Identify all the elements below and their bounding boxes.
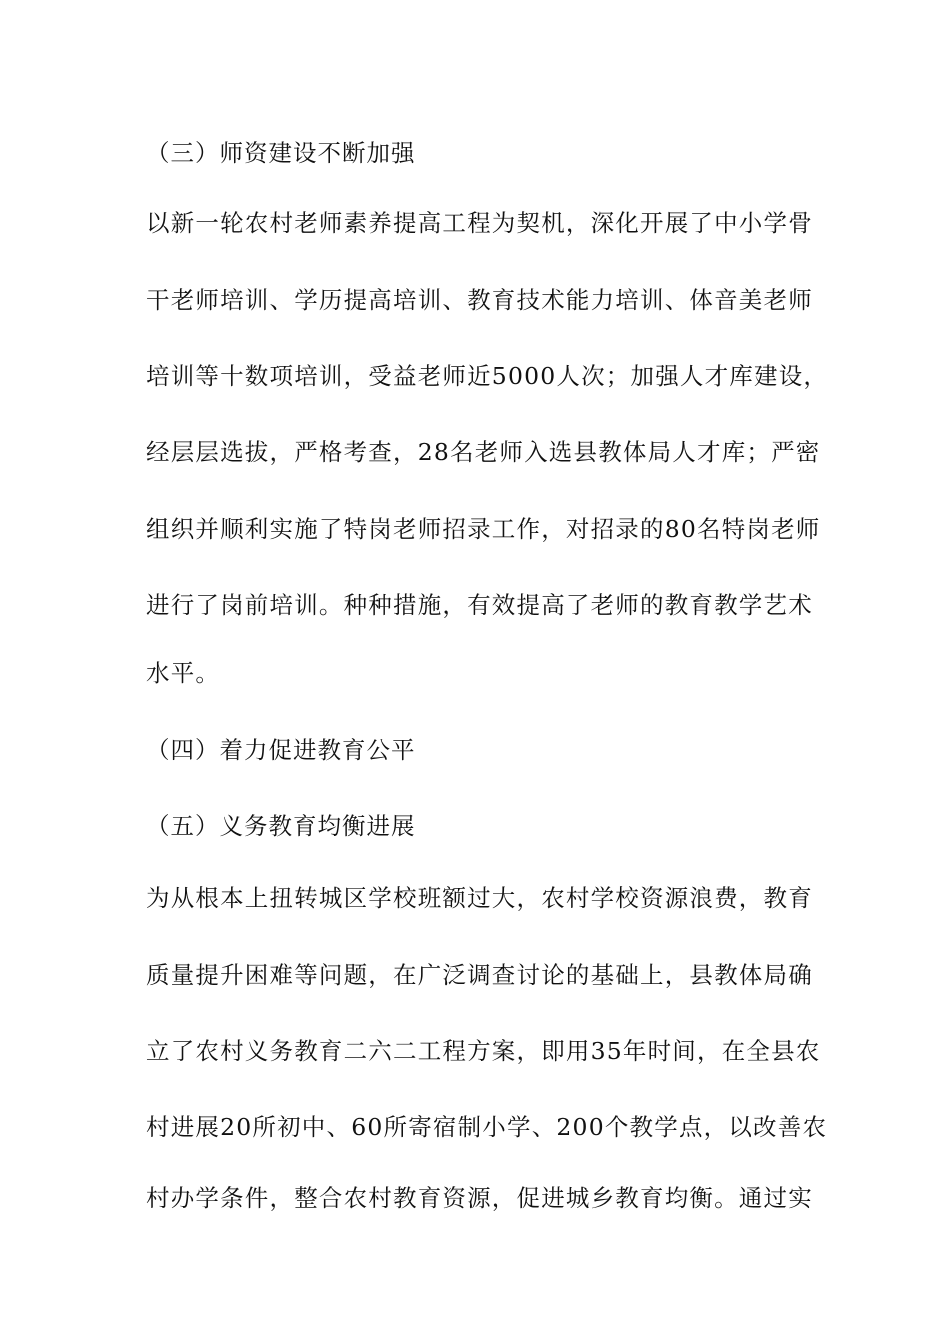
section-heading-4: （四）着力促进教育公平 (146, 736, 416, 764)
paragraph-line: 为从根本上扭转城区学校班额过大，农村学校资源浪费，教育 (146, 884, 813, 912)
paragraph-line: 村办学条件，整合农村教育资源，促进城乡教育均衡。通过实 (146, 1184, 813, 1212)
section-heading-5: （五）义务教育均衡进展 (146, 812, 416, 840)
section-heading-3: （三）师资建设不断加强 (146, 139, 416, 167)
paragraph-line: 经层层选拔，严格考查，28名老师入选县教体局人才库；严密 (146, 438, 821, 466)
paragraph-line: 以新一轮农村老师素养提高工程为契机，深化开展了中小学骨 (146, 209, 813, 237)
paragraph-line: 干老师培训、学历提高培训、教育技术能力培训、体音美老师 (146, 286, 813, 314)
paragraph-line: 立了农村义务教育二六二工程方案，即用35年时间，在全县农 (146, 1037, 821, 1065)
paragraph-line: 培训等十数项培训，受益老师近5000人次；加强人才库建设， (146, 362, 829, 390)
paragraph-line: 水平。 (146, 659, 221, 687)
paragraph-line: 质量提升困难等问题，在广泛调查讨论的基础上，县教体局确 (146, 961, 813, 989)
paragraph-line: 组织并顺利实施了特岗老师招录工作，对招录的80名特岗老师 (146, 515, 821, 543)
paragraph-line: 进行了岗前培训。种种措施，有效提高了老师的教育教学艺术 (146, 591, 813, 619)
paragraph-line: 村进展20所初中、60所寄宿制小学、200个教学点，以改善农 (146, 1113, 828, 1141)
